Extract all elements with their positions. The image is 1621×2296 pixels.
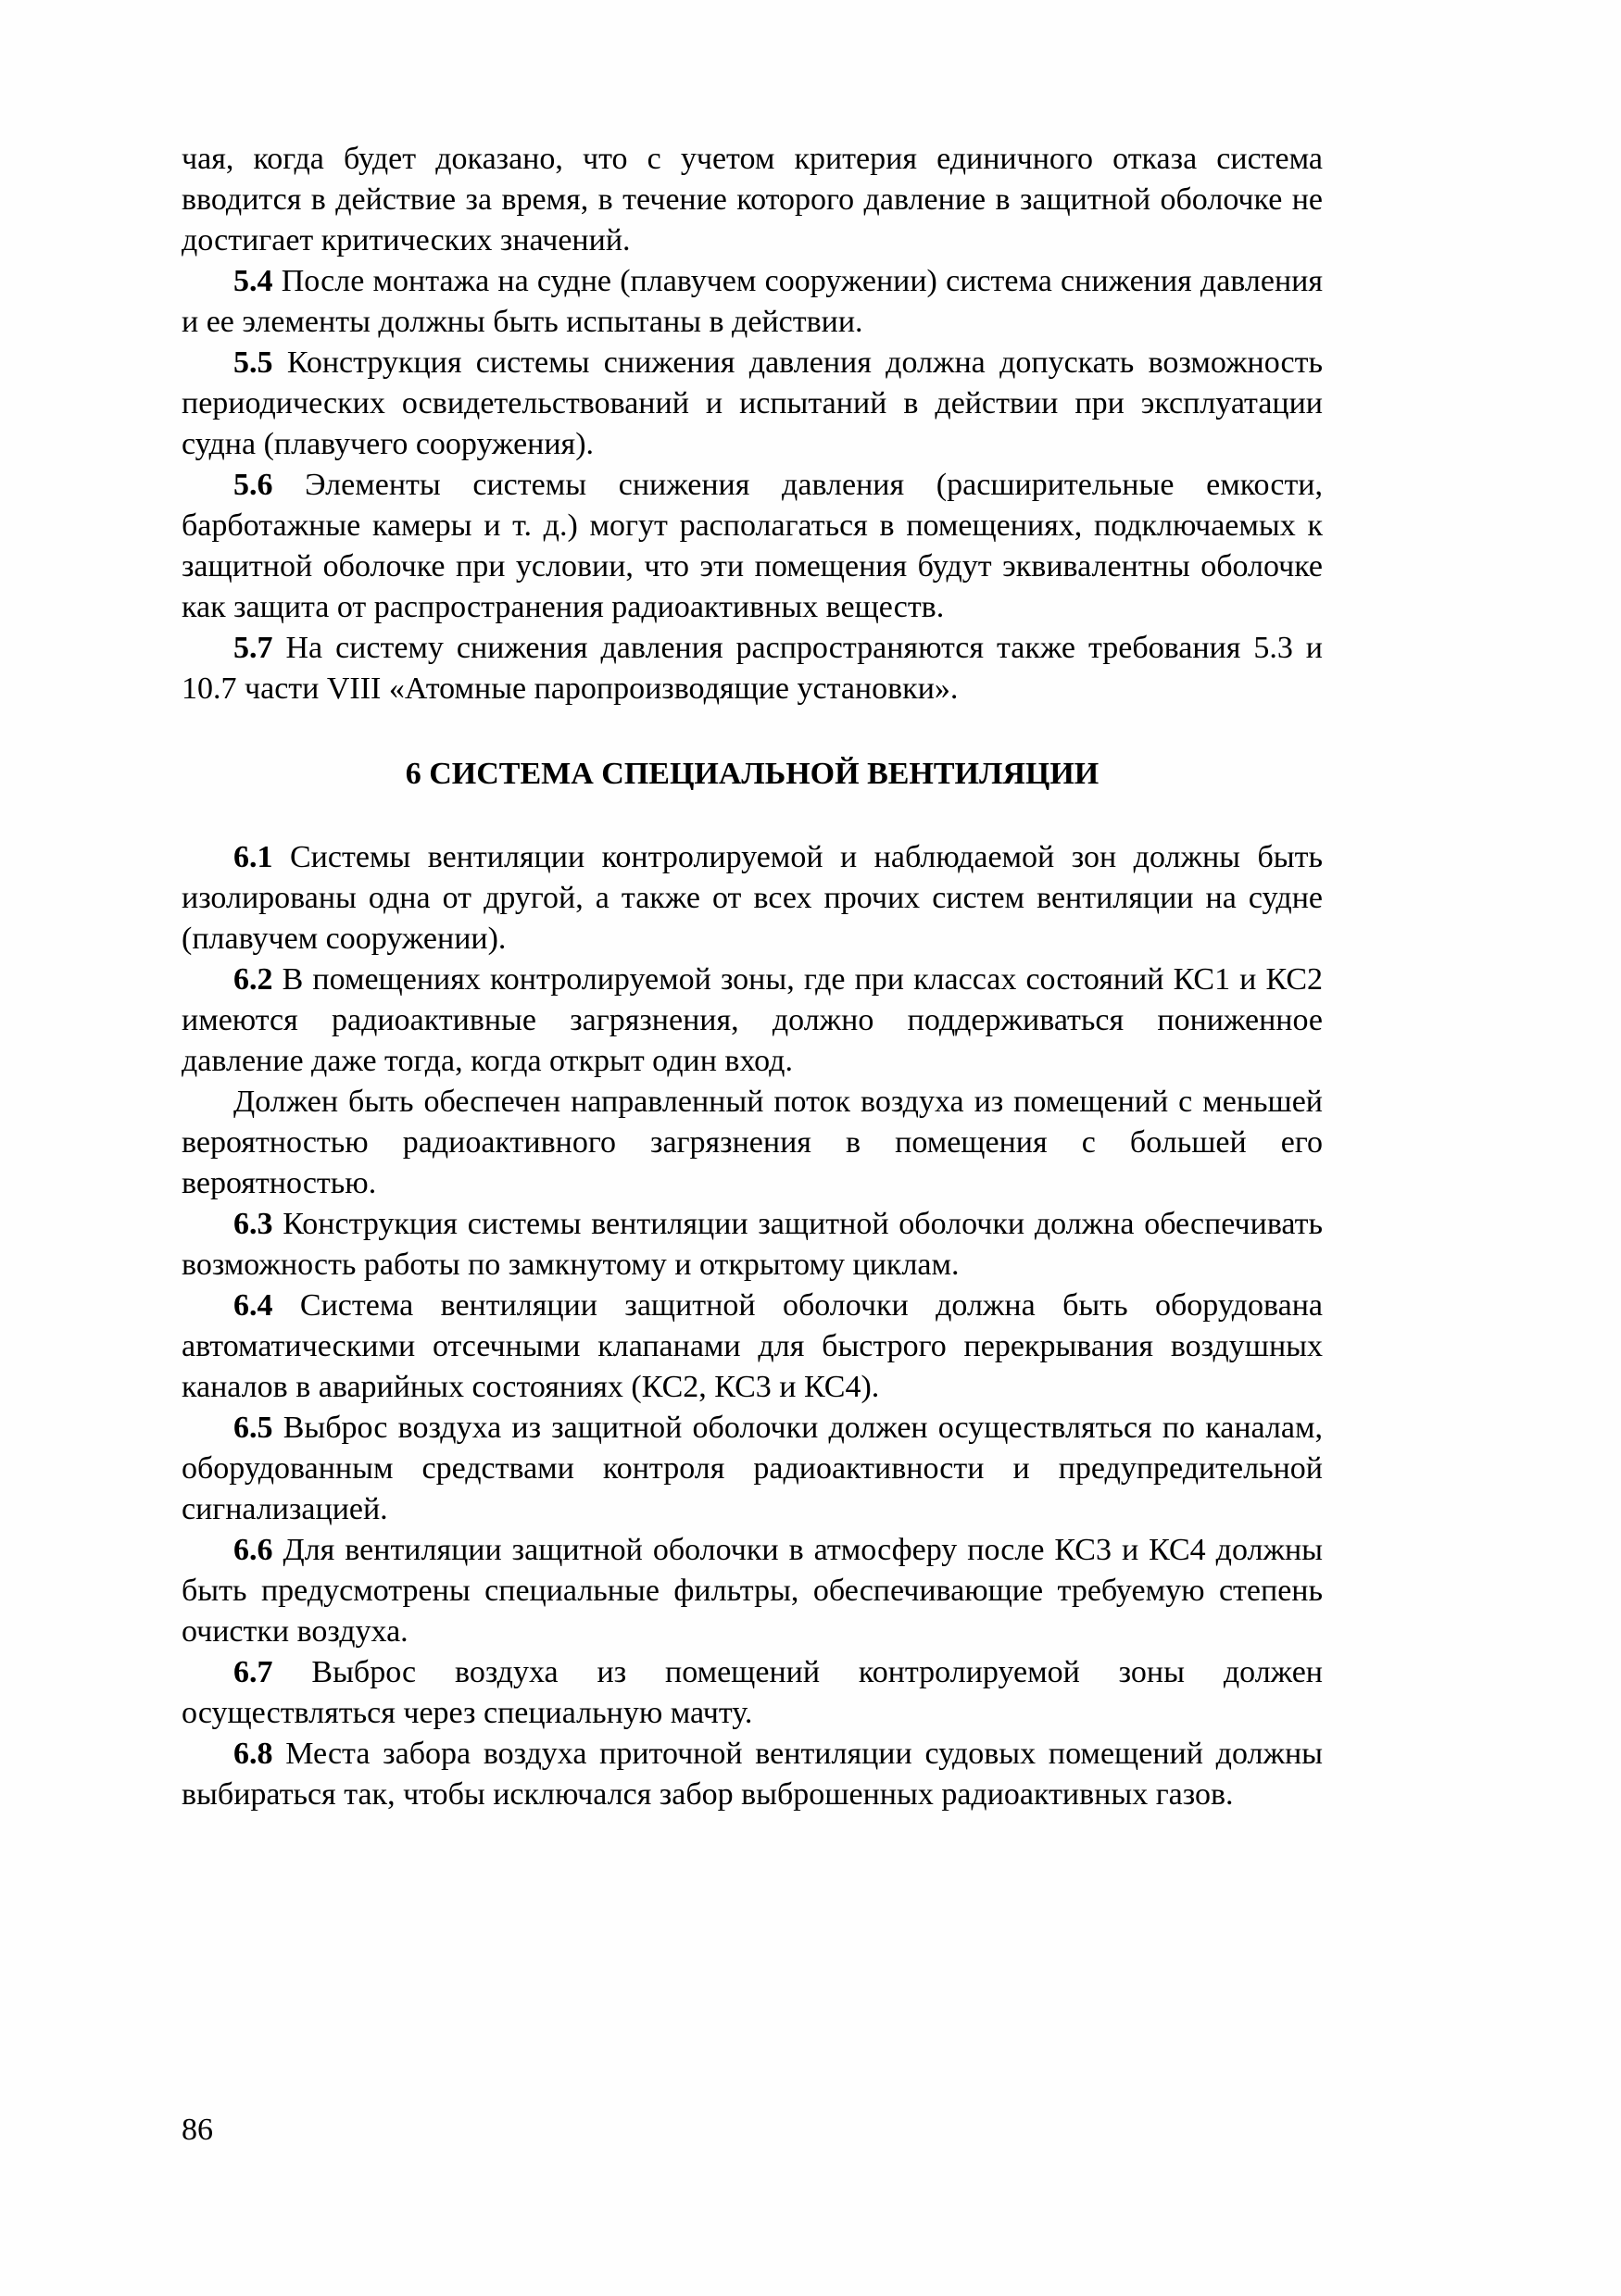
paragraph-5-5 — [182, 343, 1323, 465]
paragraph-6-7 — [182, 1652, 1323, 1734]
paragraph-5-7 — [182, 628, 1323, 709]
clause-number: 6.7 — [233, 1655, 273, 1689]
paragraph-6-6 — [182, 1530, 1323, 1652]
clause-text: Выброс воздуха из помещений контролируемой зоны должен осуществляться через специальную мачту. — [182, 1655, 1323, 1730]
paragraph-6-8 — [182, 1734, 1323, 1815]
clause-text: Выброс воздуха из защитной оболочки должен осуществляться по каналам, оборудованным средствами контроля радиоактивности и предупредительной сигнализацией. — [182, 1411, 1323, 1526]
clause-number: 6.4 — [233, 1288, 273, 1323]
clause-text: Конструкция системы снижения давления должна допускать возможность периодических освидетельствований и испытаний в действии при эксплуатации судна (плавучего сооружения). — [182, 345, 1323, 461]
clause-number: 5.7 — [233, 631, 273, 665]
clause-text: Элементы системы снижения давления (расширительные емкости, барботажные камеры и т. д.) могут располагаться в помещениях, подключаемых к защитной оболочке при условии, что эти помещения будут эквивалентны оболочке как защита от распространения радиоактивных веществ. — [182, 468, 1323, 624]
paragraph-6-2 — [182, 960, 1323, 1082]
clause-number: 5.4 — [233, 264, 273, 298]
clause-number: 5.6 — [233, 468, 273, 502]
paragraph-5-4 — [182, 261, 1323, 343]
clause-text: чая, когда будет доказано, что с учетом критерия единичного отказа система вводится в действие за время, в течение которого давление в защитной оболочке не достигает критических значений. — [182, 142, 1323, 257]
clause-text: Места забора воздуха приточной вентиляции судовых помещений должны выбираться так, чтобы исключался забор выброшенных радиоактивных газов. — [182, 1737, 1323, 1812]
clause-text: На систему снижения давления распространяются также требования 5.3 и 10.7 части VIII «Атомные паропроизводящие установки». — [182, 631, 1323, 706]
paragraph-6-4 — [182, 1286, 1323, 1408]
clause-number: 5.5 — [233, 345, 273, 380]
paragraph-6-2-note — [182, 1082, 1323, 1204]
section-6-heading: 6 СИСТЕМА СПЕЦИАЛЬНОЙ ВЕНТИЛЯЦИИ — [405, 757, 1100, 791]
clause-text: В помещениях контролируемой зоны, где при классах состояний КС1 и КС2 имеются радиоактивные загрязнения, должно поддерживаться пониженное давление даже тогда, когда открыт один вход. — [182, 962, 1323, 1078]
clause-number: 6.3 — [233, 1207, 273, 1241]
paragraph-5-6 — [182, 465, 1323, 628]
page-content — [182, 139, 1323, 1815]
paragraph-6-3 — [182, 1204, 1323, 1286]
paragraph-6-1 — [182, 837, 1323, 960]
clause-number: 6.2 — [233, 962, 273, 997]
clause-text: Конструкция системы вентиляции защитной оболочки должна обеспечивать возможность работы по замкнутому и открытому циклам. — [182, 1207, 1323, 1282]
clause-text: Системы вентиляции контролируемой и наблюдаемой зон должны быть изолированы одна от другой, а также от всех прочих систем вентиляции на судне (плавучем сооружении). — [182, 840, 1324, 956]
clause-number: 6.6 — [233, 1533, 273, 1567]
page-number: 86 — [182, 2113, 213, 2147]
paragraph-6-5 — [182, 1408, 1323, 1530]
clause-text: Должен быть обеспечен направленный поток воздуха из помещений с меньшей вероятностью радиоактивного загрязнения в помещения с большей его вероятностью. — [182, 1085, 1323, 1200]
clause-text: Система вентиляции защитной оболочки должна быть оборудована автоматическими отсечными клапанами для быстрого перекрывания воздушных каналов в аварийных состояниях (КС2, КС3 и КС4). — [182, 1288, 1323, 1404]
clause-number: 6.5 — [233, 1411, 273, 1445]
clause-text: Для вентиляции защитной оболочки в атмосферу после КС3 и КС4 должны быть предусмотрены специальные фильтры, обеспечивающие требуемую степень очистки воздуха. — [182, 1533, 1323, 1649]
clause-number: 6.1 — [233, 840, 273, 874]
clause-number: 6.8 — [233, 1737, 273, 1771]
clause-text: После монтажа на судне (плавучем сооружении) система снижения давления и ее элементы должны быть испытаны в действии. — [182, 264, 1323, 339]
paragraph-continuation — [182, 139, 1323, 261]
